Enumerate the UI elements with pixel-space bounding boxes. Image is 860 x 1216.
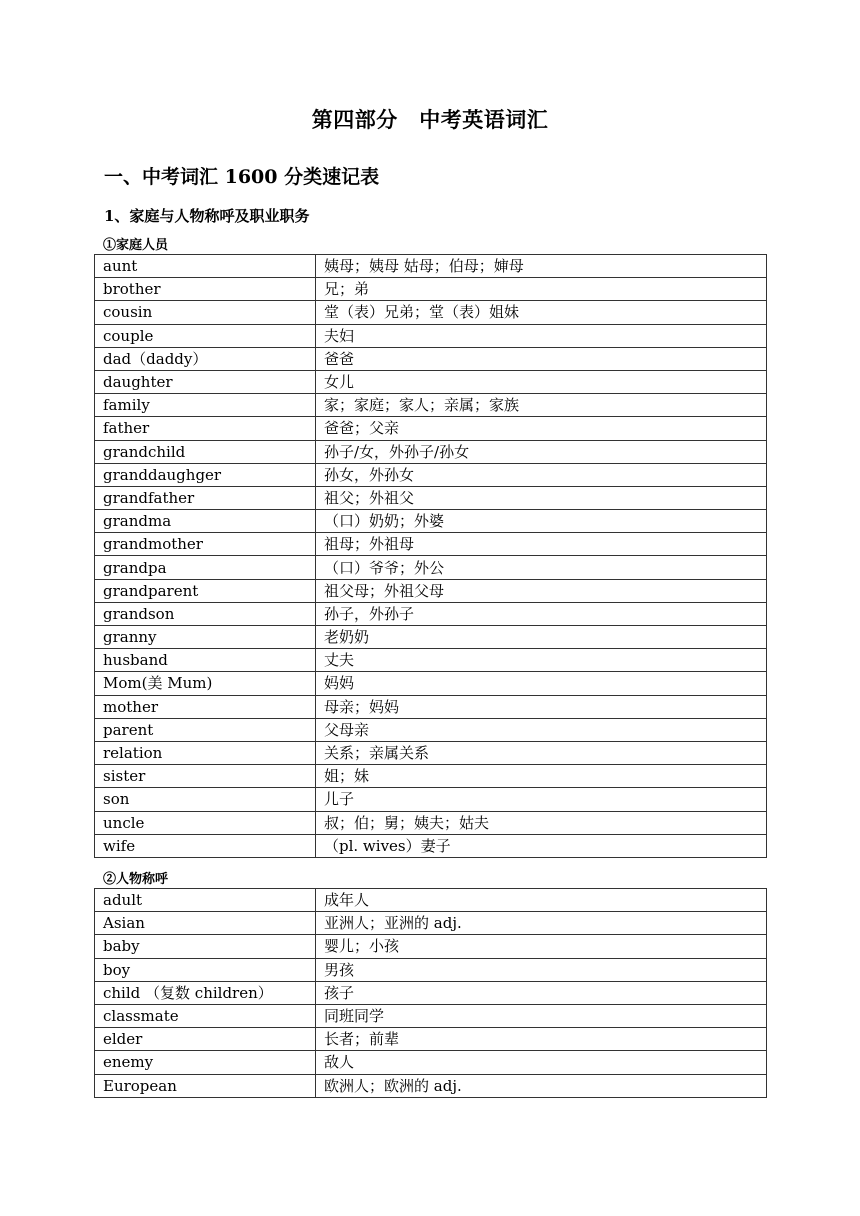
table-row: [95, 602, 767, 625]
table-row: [95, 1051, 767, 1074]
word-cell: mother: [95, 695, 316, 718]
meaning-cell: 成年人: [316, 889, 767, 912]
word-cell: grandmother: [95, 533, 316, 556]
table-row: [95, 811, 767, 834]
word-cell: cousin: [95, 301, 316, 324]
table-row: [95, 486, 767, 509]
meaning-cell: 女儿: [316, 370, 767, 393]
meaning-cell: 祖父；外祖父: [316, 486, 767, 509]
section-title: 一、中考词汇 1600 分类速记表: [104, 166, 380, 188]
meaning-cell: 丈夫: [316, 649, 767, 672]
table-row: [95, 626, 767, 649]
meaning-cell: 男孩: [316, 958, 767, 981]
meaning-cell: （口）奶奶；外婆: [316, 510, 767, 533]
table-row: [95, 695, 767, 718]
meaning-cell: 姨母；姨母 姑母；伯母；婶母: [316, 255, 767, 278]
word-cell: aunt: [95, 255, 316, 278]
table-row: [95, 278, 767, 301]
subsection-title: 1、家庭与人物称呼及职业职务: [104, 207, 310, 225]
table-row: [95, 912, 767, 935]
word-cell: grandson: [95, 602, 316, 625]
word-cell: granddaughger: [95, 463, 316, 486]
table-row: [95, 649, 767, 672]
meaning-cell: 爸爸；父亲: [316, 417, 767, 440]
vocab-table-person-titles: [94, 888, 767, 1098]
meaning-cell: 婴儿；小孩: [316, 935, 767, 958]
word-cell: brother: [95, 278, 316, 301]
meaning-cell: （pl. wives）妻子: [316, 834, 767, 857]
table-row: [95, 370, 767, 393]
vocab-table-family-members: [94, 254, 767, 858]
word-cell: wife: [95, 834, 316, 857]
meaning-cell: 祖母；外祖母: [316, 533, 767, 556]
table-row: [95, 1028, 767, 1051]
table-row: [95, 935, 767, 958]
meaning-cell: 祖父母；外祖父母: [316, 579, 767, 602]
table-row: [95, 533, 767, 556]
table-row: [95, 579, 767, 602]
table-row: [95, 958, 767, 981]
meaning-cell: 姐；妹: [316, 765, 767, 788]
table-row: [95, 417, 767, 440]
table-row: [95, 741, 767, 764]
meaning-cell: 孙子，外孙子: [316, 602, 767, 625]
meaning-cell: 老奶奶: [316, 626, 767, 649]
group-label-family-members: ①家庭人员: [103, 238, 169, 253]
word-cell: grandma: [95, 510, 316, 533]
meaning-cell: 长者；前辈: [316, 1028, 767, 1051]
table-row: [95, 347, 767, 370]
word-cell: granny: [95, 626, 316, 649]
meaning-cell: 关系；亲属关系: [316, 741, 767, 764]
word-cell: classmate: [95, 1004, 316, 1027]
word-cell: family: [95, 394, 316, 417]
page-title: 第四部分 中考英语词汇: [311, 107, 549, 132]
word-cell: child （复数 children）: [95, 981, 316, 1004]
meaning-cell: 孙子/女，外孙子/孙女: [316, 440, 767, 463]
table-row: [95, 324, 767, 347]
word-cell: boy: [95, 958, 316, 981]
group-label-person-titles: ②人物称呼: [103, 872, 169, 887]
meaning-cell: 堂（表）兄弟；堂（表）姐妹: [316, 301, 767, 324]
word-cell: Asian: [95, 912, 316, 935]
word-cell: father: [95, 417, 316, 440]
table-row: [95, 440, 767, 463]
word-cell: grandparent: [95, 579, 316, 602]
meaning-cell: 兄；弟: [316, 278, 767, 301]
table-row: [95, 718, 767, 741]
table-row: [95, 889, 767, 912]
meaning-cell: 儿子: [316, 788, 767, 811]
table-row: [95, 301, 767, 324]
word-cell: elder: [95, 1028, 316, 1051]
word-cell: couple: [95, 324, 316, 347]
table-row: [95, 255, 767, 278]
meaning-cell: 叔；伯；舅；姨夫；姑夫: [316, 811, 767, 834]
meaning-cell: 父母亲: [316, 718, 767, 741]
word-cell: dad（daddy）: [95, 347, 316, 370]
table-row: [95, 1004, 767, 1027]
meaning-cell: （口）爷爷；外公: [316, 556, 767, 579]
meaning-cell: 同班同学: [316, 1004, 767, 1027]
word-cell: daughter: [95, 370, 316, 393]
table-row: [95, 1074, 767, 1097]
meaning-cell: 亚洲人；亚洲的 adj.: [316, 912, 767, 935]
meaning-cell: 家；家庭；家人；亲属；家族: [316, 394, 767, 417]
word-cell: adult: [95, 889, 316, 912]
meaning-cell: 妈妈: [316, 672, 767, 695]
word-cell: parent: [95, 718, 316, 741]
word-cell: husband: [95, 649, 316, 672]
meaning-cell: 母亲；妈妈: [316, 695, 767, 718]
word-cell: enemy: [95, 1051, 316, 1074]
table-row: [95, 556, 767, 579]
table-row: [95, 788, 767, 811]
word-cell: grandfather: [95, 486, 316, 509]
word-cell: baby: [95, 935, 316, 958]
word-cell: son: [95, 788, 316, 811]
table-row: [95, 765, 767, 788]
meaning-cell: 欧洲人；欧洲的 adj.: [316, 1074, 767, 1097]
meaning-cell: 敌人: [316, 1051, 767, 1074]
table-row: [95, 510, 767, 533]
word-cell: relation: [95, 741, 316, 764]
word-cell: sister: [95, 765, 316, 788]
meaning-cell: 孙女，外孙女: [316, 463, 767, 486]
table-row: [95, 394, 767, 417]
meaning-cell: 爸爸: [316, 347, 767, 370]
table-row: [95, 463, 767, 486]
word-cell: uncle: [95, 811, 316, 834]
table-row: [95, 672, 767, 695]
word-cell: Mom(美 Mum): [95, 672, 316, 695]
word-cell: European: [95, 1074, 316, 1097]
table-row: [95, 834, 767, 857]
word-cell: grandchild: [95, 440, 316, 463]
meaning-cell: 孩子: [316, 981, 767, 1004]
meaning-cell: 夫妇: [316, 324, 767, 347]
table-row: [95, 981, 767, 1004]
word-cell: grandpa: [95, 556, 316, 579]
